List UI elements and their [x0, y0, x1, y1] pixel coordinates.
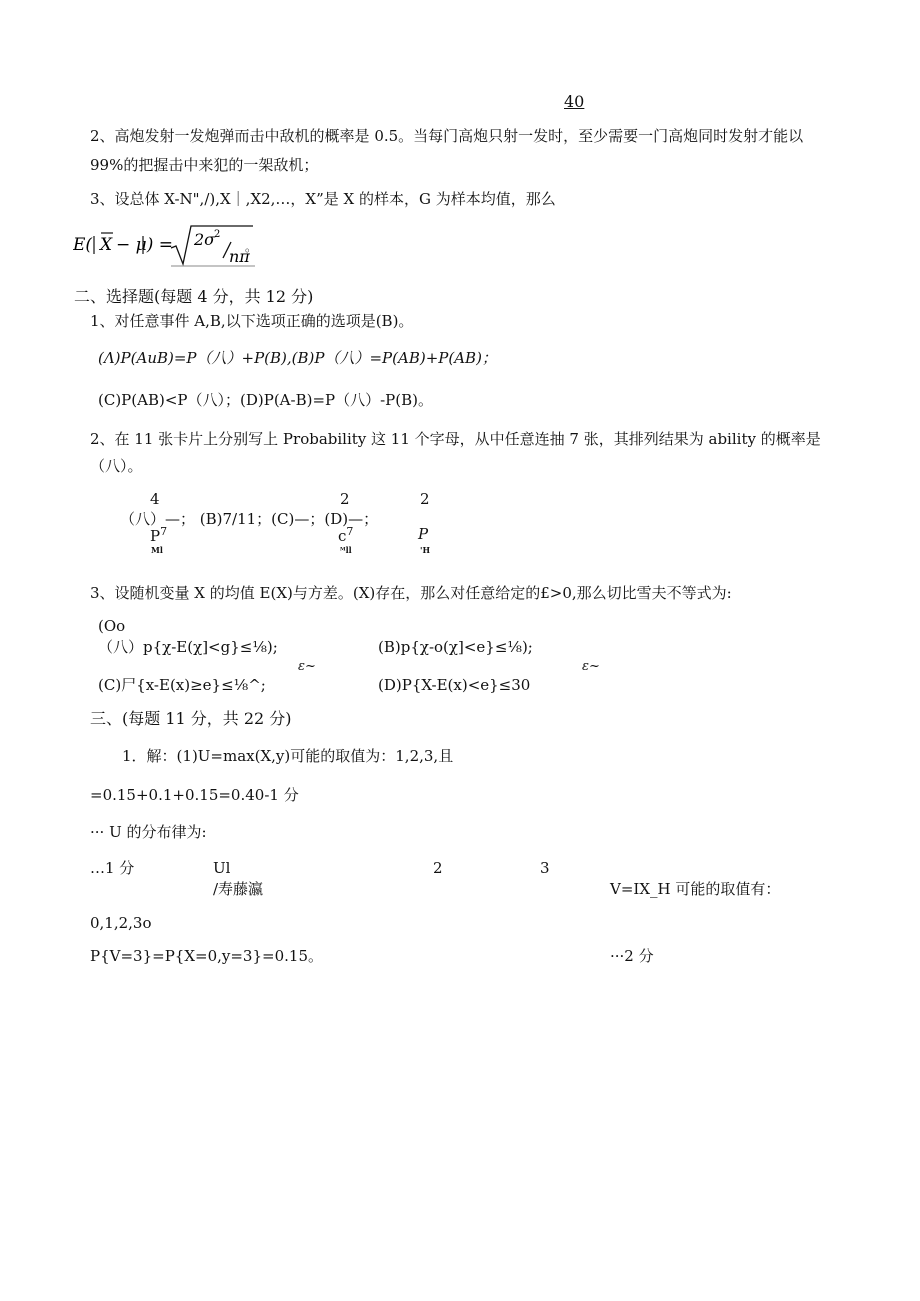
s3-line5: P{V=3}=P{X=0,y=3}=0.15。: [90, 947, 323, 965]
section3-title: 三、(每题 11 分，共 22 分): [90, 709, 292, 728]
s2-q1-line-c: (C)P(AB)<P（八）；(D)P(A-B)=P（八）-P(B)。: [98, 391, 433, 409]
s2-q2-line2: （八）。: [90, 457, 143, 475]
s2-q2-opt-c-sub: ᴹll: [340, 545, 352, 555]
s2-q2-opt-d-num: 2: [420, 490, 430, 508]
s2-q3-eps1: ε~: [298, 659, 316, 674]
page-number: 40: [564, 92, 585, 111]
s2-q2-line1: 2、在 11 张卡片上分别写上 Probability 这 11 个字母，从中任意连抽 7 张，其排列结果为 ability 的概率是: [90, 430, 821, 448]
s2-q3-opt-a: （八）p{χ-E(χ]<g}≤⅛);: [98, 638, 278, 656]
s3-row-b1: /寿藤瀛: [213, 880, 264, 898]
formula-sup: 2: [214, 229, 221, 240]
s2-q2-opt-c-num: 2: [340, 490, 350, 508]
opt-c-sup: 7: [346, 525, 354, 538]
opt-a-sup: 7: [160, 525, 168, 538]
s3-row-a4: 3: [540, 859, 550, 877]
s3-row-a3: 2: [433, 859, 443, 877]
s3-line5-score: ···2 分: [610, 947, 654, 965]
s3-row-b2: V=IX_H 可能的取值有：: [610, 880, 781, 898]
s2-q2-opt-a-den: [150, 525, 167, 545]
formula-denominator: nπ: [229, 247, 250, 266]
formula-xbar: X: [100, 235, 113, 255]
s3-line1: 1．解：(1)U=max(X,y)可能的取值为：1,2,3,且: [122, 747, 454, 765]
q2-fill-line2: 99%的把握击中来犯的一架敌机；: [90, 156, 319, 174]
s3-line4: 0,1,2,3o: [90, 914, 152, 932]
s3-row-a2: Ul: [213, 859, 231, 877]
s2-q1-line-a: (Λ)P(AuB)=P（八）+P(B),(B)P（八）=P(AB)+P(AB)；: [98, 349, 497, 367]
section2-title: 二、选择题(每题 4 分，共 12 分): [74, 287, 314, 306]
s2-q2-opt-d-den: P: [418, 525, 429, 543]
formula-end: 。: [245, 240, 258, 254]
q2-fill-line1: 2、高炮发射一发炮弹而击中敌机的概率是 0.5。当每门高炮只射一发时，至少需要一门高炮同时发射才能以: [90, 127, 804, 145]
s2-q1-stem: 1、对任意事件 A,B,以下选项正确的选项是(B)。: [90, 312, 414, 330]
s3-row-a1: …1 分: [90, 859, 135, 877]
formula-mid: − μ) =: [116, 235, 173, 255]
s2-q2-opt-a-num: 4: [150, 490, 160, 508]
s2-q2-opt-c-den: [338, 525, 353, 545]
s2-q3-opt-d: (D)P{X-E(x)<e}≤30: [378, 676, 531, 694]
s2-q3-stem: 3、设随机变量 X 的均值 E(X)与方差。(X)存在，那么对任意给定的£>0,那么切比雪夫不等式为:: [90, 584, 732, 602]
s2-q3-opt-b: (B)p{χ-o(χ]<e}≤⅛);: [378, 638, 533, 656]
expectation-formula: [73, 222, 258, 268]
s2-q3-opt-c: (C)尸{x-E(x)≥e}≤⅛^;: [98, 676, 266, 694]
s2-q3-eps2: ε~: [582, 659, 600, 674]
formula-e: E(: [73, 235, 93, 255]
s2-q2-opt-d-sub: 'H: [420, 545, 431, 555]
s3-line2: =0.15+0.1+0.15=0.40-1 分: [90, 786, 299, 804]
opt-a-p: P: [150, 527, 161, 545]
s2-q2-opt-a-sub: Ml: [151, 545, 163, 555]
s2-q3-oo: (Oo: [98, 617, 126, 635]
opt-c-c: c: [338, 527, 347, 545]
s2-q2-opt-row: （八）—； (B)7/11；(C)—；(D)—；: [120, 510, 379, 528]
formula-numerator: 2σ: [194, 230, 216, 249]
s3-line3: ··· U 的分布律为:: [90, 823, 207, 841]
q3-fill-line1: 3、设总体 X-N",/),X｜,X2,…，X”是 X 的样本，G 为样本均值，那么: [90, 190, 556, 208]
